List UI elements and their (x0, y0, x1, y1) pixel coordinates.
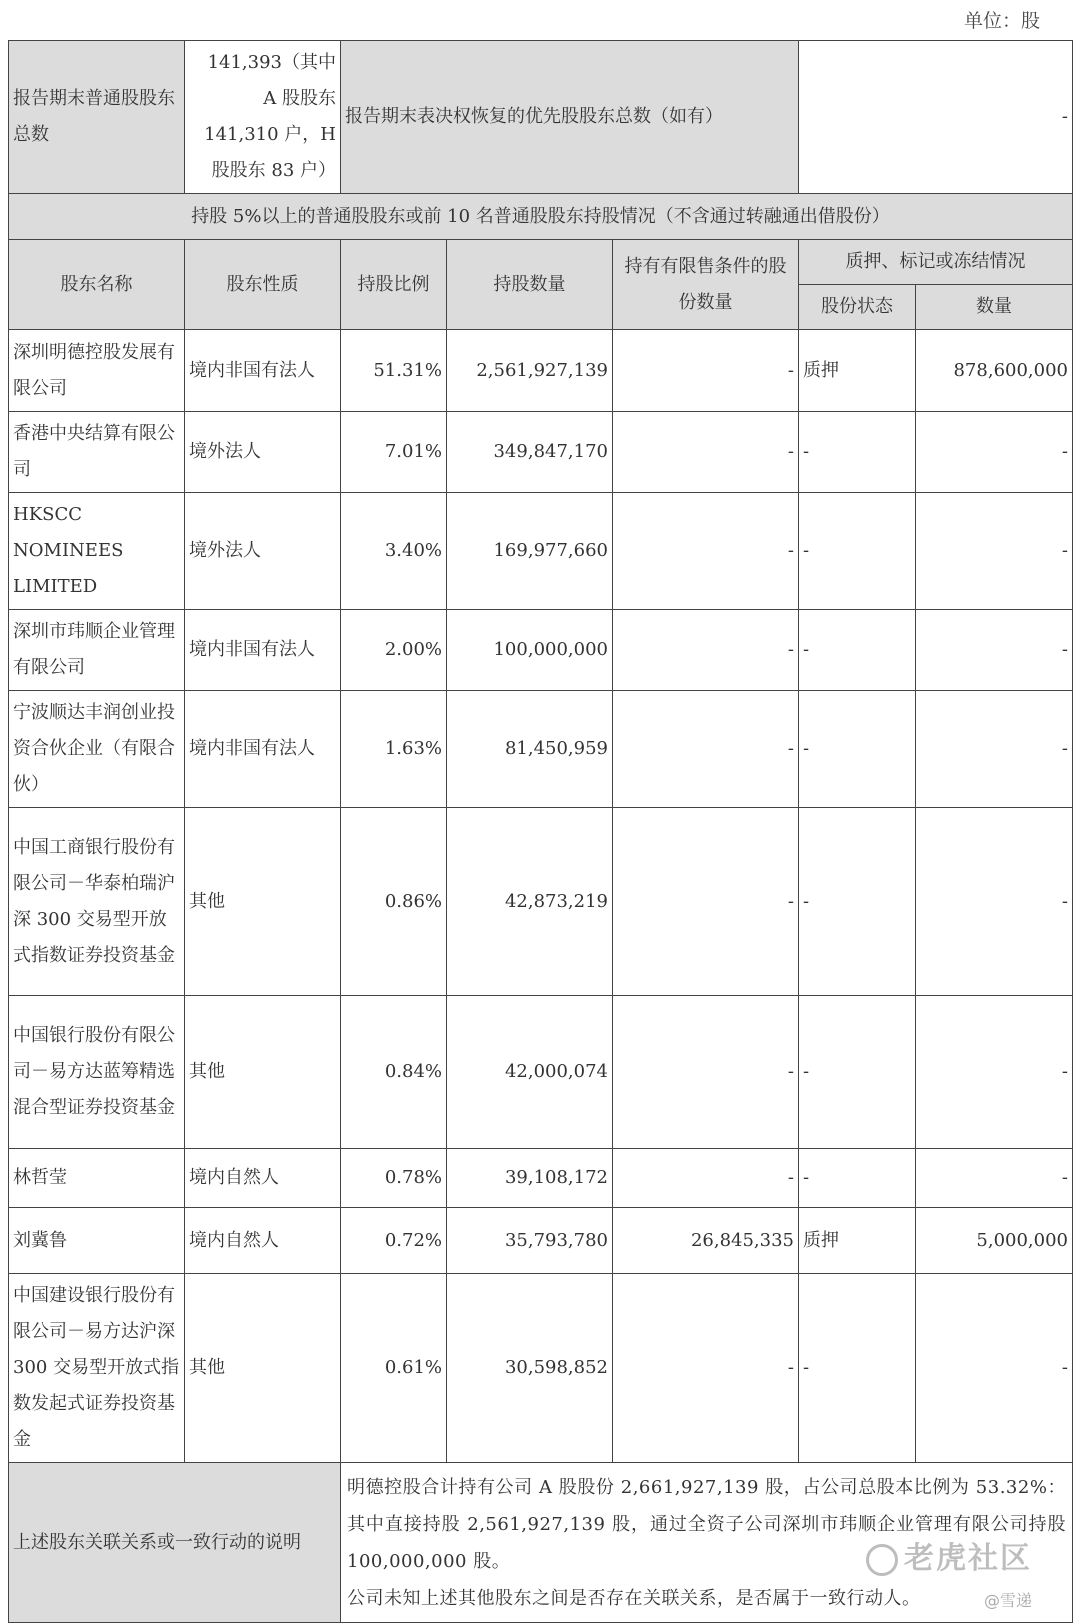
holding-ratio: 3.40% (341, 493, 447, 610)
holding-ratio: 0.61% (341, 1274, 447, 1463)
header-restricted: 持有有限售条件的股份数量 (613, 240, 799, 330)
total-holders-label: 报告期末普通股股东总数 (9, 41, 185, 194)
table-row (9, 1274, 1073, 1463)
holding-ratio: 0.84% (341, 996, 447, 1149)
watermark-author: @雪递 (983, 1591, 1032, 1610)
shareholder-name: 中国银行股份有限公司－易方达蓝筹精选混合型证券投资基金 (9, 996, 185, 1149)
shareholder-name: 香港中央结算有限公司 (9, 412, 185, 493)
restricted-shares: - (613, 330, 799, 412)
summary-row (9, 41, 1073, 194)
shareholder-name: 林哲莹 (9, 1149, 185, 1208)
holding-quantity: 169,977,660 (447, 493, 613, 610)
header-nature: 股东性质 (185, 240, 341, 330)
holding-ratio: 0.72% (341, 1208, 447, 1274)
pledge-status: - (799, 1149, 916, 1208)
holding-quantity: 81,450,959 (447, 691, 613, 808)
pledge-status: - (799, 808, 916, 996)
restricted-shares: 26,845,335 (613, 1208, 799, 1274)
preferred-value: - (799, 41, 1073, 194)
shareholder-nature: 境内非国有法人 (185, 691, 341, 808)
restricted-shares: - (613, 610, 799, 691)
pledge-status: 质押 (799, 1208, 916, 1274)
holding-quantity: 100,000,000 (447, 610, 613, 691)
shareholder-name: 深圳市玮顺企业管理有限公司 (9, 610, 185, 691)
shareholder-nature: 境内非国有法人 (185, 330, 341, 412)
table-row (9, 493, 1073, 610)
table-row (9, 412, 1073, 493)
restricted-shares: - (613, 808, 799, 996)
shareholder-nature: 其他 (185, 996, 341, 1149)
header-row-1 (9, 240, 1073, 285)
shareholder-name: HKSCC NOMINEES LIMITED (9, 493, 185, 610)
shareholder-nature: 境内自然人 (185, 1208, 341, 1274)
pledged-quantity: 878,600,000 (916, 330, 1073, 412)
relation-label: 上述股东关联关系或一致行动的说明 (9, 1463, 341, 1623)
header-pledge-qty: 数量 (916, 285, 1073, 330)
holding-ratio: 1.63% (341, 691, 447, 808)
shareholder-nature: 境外法人 (185, 412, 341, 493)
shareholder-name: 宁波顺达丰润创业投资合伙企业（有限合伙） (9, 691, 185, 808)
relation-text-2: 公司未知上述其他股东之间是否存在关联关系，是否属于一致行动人。 (347, 1587, 921, 1609)
relation-text-1: 明德控股合计持有公司 A 股股份 2,661,927,139 股，占公司总股本比例为 53.32%：其中直接持股 2,561,927,139 股，通过全资子公司深圳市玮顺企业管理有限公司持股 100,000,000 股。 (347, 1476, 1066, 1572)
pledge-status: - (799, 493, 916, 610)
pledged-quantity: - (916, 493, 1073, 610)
shareholder-nature: 其他 (185, 1274, 341, 1463)
pledge-status: - (799, 691, 916, 808)
restricted-shares: - (613, 691, 799, 808)
shareholder-name: 中国工商银行股份有限公司－华泰柏瑞沪深 300 交易型开放式指数证券投资基金 (9, 808, 185, 996)
shareholder-nature: 境内非国有法人 (185, 610, 341, 691)
header-name: 股东名称 (9, 240, 185, 330)
holding-ratio: 0.78% (341, 1149, 447, 1208)
section-title-row (9, 194, 1073, 240)
pledge-status: - (799, 412, 916, 493)
pledged-quantity: - (916, 610, 1073, 691)
pledged-quantity: - (916, 808, 1073, 996)
restricted-shares: - (613, 412, 799, 493)
pledge-status: - (799, 610, 916, 691)
table-row (9, 996, 1073, 1149)
header-pledge-status: 股份状态 (799, 285, 916, 330)
watermark: 老虎社区 (866, 1533, 1032, 1577)
total-holders-value: 141,393（其中 A 股股东 141,310 户，H 股股东 83 户） (185, 41, 341, 194)
shareholder-table (8, 40, 1073, 1623)
tiger-logo-icon (866, 1544, 898, 1576)
pledged-quantity: 5,000,000 (916, 1208, 1073, 1274)
holding-ratio: 7.01% (341, 412, 447, 493)
table-row (9, 691, 1073, 808)
pledge-status: - (799, 996, 916, 1149)
holding-quantity: 30,598,852 (447, 1274, 613, 1463)
shareholder-name: 中国建设银行股份有限公司－易方达沪深 300 交易型开放式指数发起式证券投资基金 (9, 1274, 185, 1463)
pledged-quantity: - (916, 1274, 1073, 1463)
pledged-quantity: - (916, 1149, 1073, 1208)
header-pledge-group: 质押、标记或冻结情况 (799, 240, 1073, 285)
pledged-quantity: - (916, 412, 1073, 493)
table-row (9, 808, 1073, 996)
holding-ratio: 51.31% (341, 330, 447, 412)
shareholder-nature: 境内自然人 (185, 1149, 341, 1208)
unit-label: 单位：股 (963, 10, 1040, 32)
holding-quantity: 2,561,927,139 (447, 330, 613, 412)
holding-quantity: 39,108,172 (447, 1149, 613, 1208)
shareholder-name: 刘冀鲁 (9, 1208, 185, 1274)
shareholder-nature: 境外法人 (185, 493, 341, 610)
holding-quantity: 42,000,074 (447, 996, 613, 1149)
holding-quantity: 35,793,780 (447, 1208, 613, 1274)
table-row (9, 1208, 1073, 1274)
header-quantity: 持股数量 (447, 240, 613, 330)
pledge-status: - (799, 1274, 916, 1463)
restricted-shares: - (613, 1274, 799, 1463)
restricted-shares: - (613, 1149, 799, 1208)
pledge-status: 质押 (799, 330, 916, 412)
pledged-quantity: - (916, 691, 1073, 808)
holding-ratio: 2.00% (341, 610, 447, 691)
holding-quantity: 42,873,219 (447, 808, 613, 996)
table-row (9, 610, 1073, 691)
shareholder-nature: 其他 (185, 808, 341, 996)
restricted-shares: - (613, 493, 799, 610)
shareholder-name: 深圳明德控股发展有限公司 (9, 330, 185, 412)
section-title: 持股 5%以上的普通股股东或前 10 名普通股股东持股情况（不含通过转融通出借股份） (9, 194, 1073, 240)
holding-ratio: 0.86% (341, 808, 447, 996)
table-row (9, 330, 1073, 412)
restricted-shares: - (613, 996, 799, 1149)
table-row (9, 1149, 1073, 1208)
pledged-quantity: - (916, 996, 1073, 1149)
preferred-label: 报告期末表决权恢复的优先股股东总数（如有） (341, 41, 799, 194)
holding-quantity: 349,847,170 (447, 412, 613, 493)
header-ratio: 持股比例 (341, 240, 447, 330)
